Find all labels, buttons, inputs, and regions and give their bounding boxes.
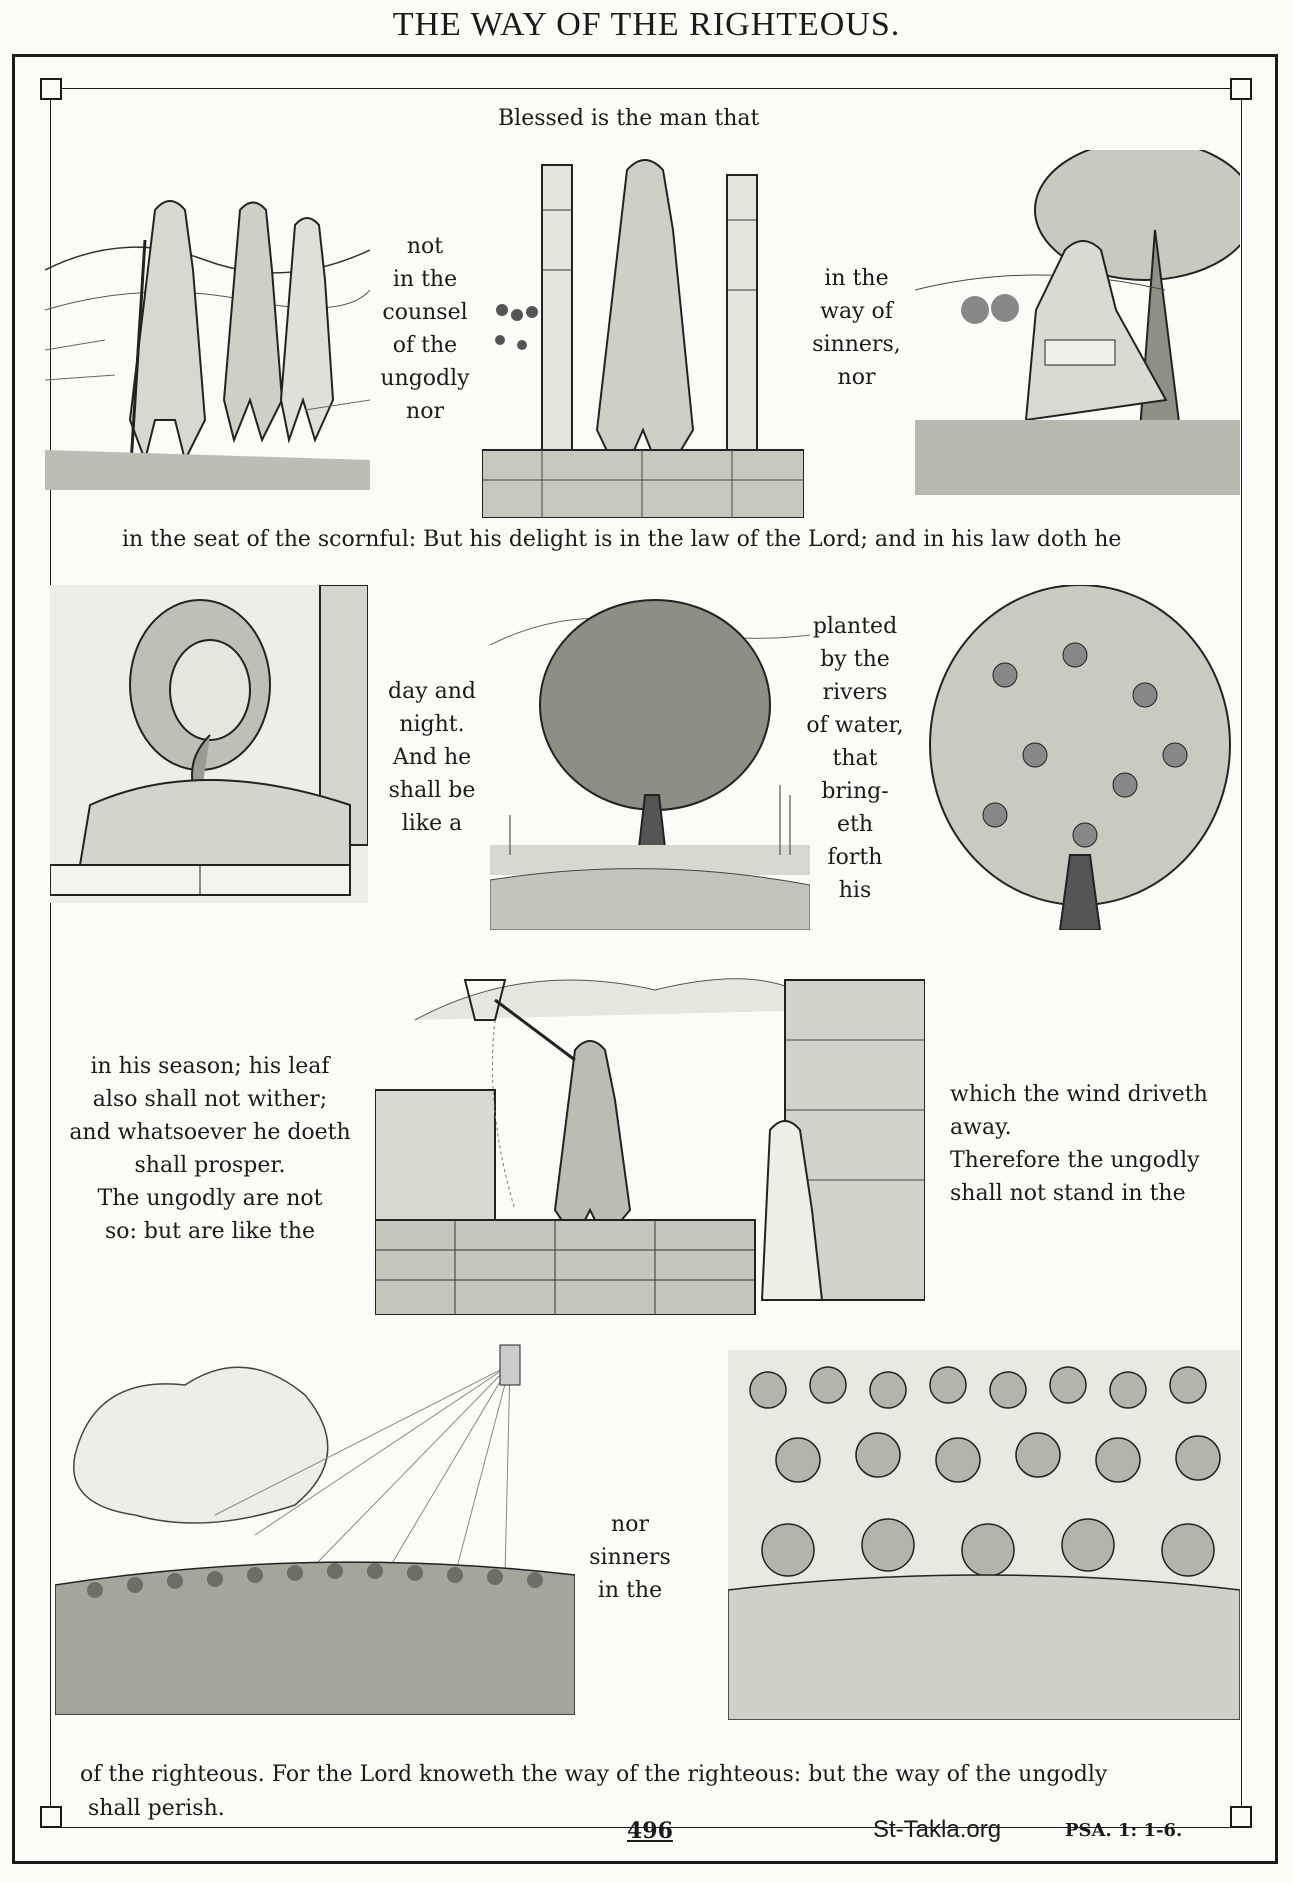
corner-ornament-bottom-right <box>1230 1806 1252 1828</box>
man-at-gate-illustration <box>482 150 804 518</box>
site-watermark: St-Takla.org <box>873 1816 1002 1843</box>
verse-line-end-1: of the righteous. For the Lord knoweth the way of the righteous: but the way of the ungodly <box>80 1762 1108 1787</box>
page-number: 496 <box>627 1818 673 1844</box>
walking-men-illustration <box>45 150 370 490</box>
verse-block-3: day and night. And he shall be like a <box>388 679 476 836</box>
verse-block-7: nor sinners in the <box>589 1512 671 1603</box>
congregation-illustration <box>728 1350 1240 1720</box>
verse-line-1: in the seat of the scornful: But his delight is in the law of the Lord; and in his law doth he <box>122 527 1122 552</box>
corner-ornament-top-right <box>1230 78 1252 100</box>
verse-block-5: in his season; his leaf also shall not wither; and whatsoever he doeth shall prosper. The ungodly are not so: but are like the <box>69 1054 351 1244</box>
corner-ornament-bottom-left <box>40 1806 62 1828</box>
verse-block-6: which the wind driveth away. Therefore the ungodly shall not stand in the <box>950 1082 1208 1206</box>
man-with-book-illustration <box>50 585 368 903</box>
tree-by-river-illustration <box>490 585 810 930</box>
judgment-crowd-illustration <box>55 1335 575 1715</box>
verse-intro: Blessed is the man that <box>498 106 760 131</box>
verse-line-end-2: shall perish. <box>88 1796 225 1821</box>
page-title: THE WAY OF THE RIGHTEOUS. <box>392 6 901 43</box>
fruit-tree-illustration <box>925 585 1235 930</box>
verse-block-2: in the way of sinners, nor <box>812 266 901 390</box>
winnowing-chaff-illustration <box>375 960 925 1315</box>
scripture-reference: PSA. 1: 1-6. <box>1065 1820 1183 1841</box>
man-reading-under-tree-illustration <box>915 150 1240 495</box>
verse-block-1: not in the counsel of the ungodly nor <box>380 234 470 424</box>
verse-block-4: planted by the rivers of water, that bring- eth forth his <box>806 614 904 903</box>
corner-ornament-top-left <box>40 78 62 100</box>
